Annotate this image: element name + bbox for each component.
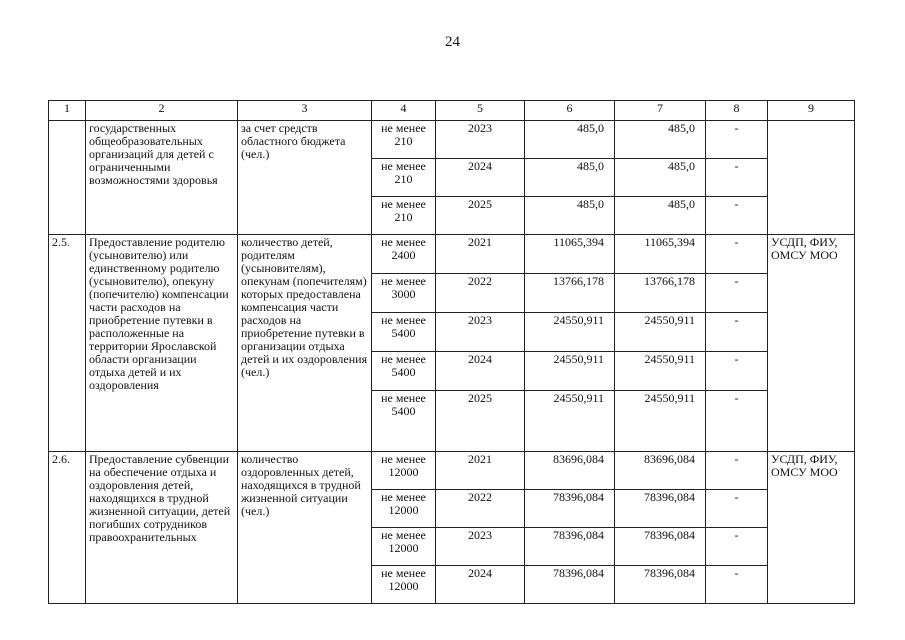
- header-cell: 2: [86, 101, 238, 121]
- year-cell: 2024: [436, 159, 525, 197]
- amount-other: -: [706, 452, 768, 490]
- target-value: не менее 12000: [372, 490, 436, 528]
- table-row: [49, 452, 855, 490]
- header-cell: 6: [525, 101, 615, 121]
- header-cell: 4: [372, 101, 436, 121]
- amount-total: 11065,394: [525, 235, 615, 274]
- year-cell: 2023: [436, 121, 525, 159]
- amount-total: 485,0: [525, 121, 615, 159]
- amount-total: 24550,911: [525, 313, 615, 352]
- amount-other: -: [706, 490, 768, 528]
- item-number: 2.6.: [49, 452, 86, 604]
- year-cell: 2024: [436, 352, 525, 391]
- header-cell: 5: [436, 101, 525, 121]
- amount-other: -: [706, 159, 768, 197]
- amount-other: -: [706, 352, 768, 391]
- indicator-name: количество детей, родителям (усыновителям), опекунам (попечителям) которых предоставлена компенсация части расходов на приобретение путевки в организации отдыха детей и их оздоровления (чел.): [238, 235, 372, 452]
- target-value: не менее 210: [372, 121, 436, 159]
- header-cell: 9: [768, 101, 855, 121]
- amount-other: -: [706, 121, 768, 159]
- table-row: [49, 121, 855, 159]
- target-value: не менее 210: [372, 197, 436, 235]
- year-cell: 2022: [436, 490, 525, 528]
- amount-total: 24550,911: [525, 391, 615, 452]
- amount-total: 485,0: [525, 197, 615, 235]
- amount-regional: 78396,084: [615, 490, 706, 528]
- year-cell: 2025: [436, 197, 525, 235]
- amount-regional: 24550,911: [615, 352, 706, 391]
- target-value: не менее 210: [372, 159, 436, 197]
- page-number: 24: [445, 34, 460, 50]
- amount-other: -: [706, 528, 768, 566]
- executor-cell: [768, 121, 855, 235]
- target-value: не менее 5400: [372, 352, 436, 391]
- amount-regional: 13766,178: [615, 274, 706, 313]
- target-value: не менее 5400: [372, 391, 436, 452]
- header-row: [49, 101, 855, 121]
- year-cell: 2023: [436, 313, 525, 352]
- amount-regional: 485,0: [615, 121, 706, 159]
- amount-total: 83696,084: [525, 452, 615, 490]
- year-cell: 2021: [436, 452, 525, 490]
- measure-name: Предоставление субвенции на обеспечение отдыха и оздоровления детей, находящихся в трудной жизненной ситуации, детей погибших сотрудников правоохранительных: [86, 452, 238, 604]
- target-value: не менее 12000: [372, 566, 436, 604]
- item-number: 2.5.: [49, 235, 86, 452]
- amount-regional: 78396,084: [615, 566, 706, 604]
- measure-name: государственных общеобразовательных организаций для детей с ограниченными возможностями здоровья: [86, 121, 238, 235]
- target-value: не менее 3000: [372, 274, 436, 313]
- header-cell: 1: [49, 101, 86, 121]
- amount-other: -: [706, 235, 768, 274]
- amount-other: -: [706, 313, 768, 352]
- item-number: [49, 121, 86, 235]
- executor-cell: УСДП, ФИУ, ОМСУ МОО: [768, 235, 855, 452]
- amount-regional: 83696,084: [615, 452, 706, 490]
- year-cell: 2022: [436, 274, 525, 313]
- table-row: [49, 235, 855, 274]
- amount-total: 24550,911: [525, 352, 615, 391]
- year-cell: 2025: [436, 391, 525, 452]
- amount-other: -: [706, 391, 768, 452]
- indicator-name: за счет средств областного бюджета (чел.): [238, 121, 372, 235]
- header-cell: 3: [238, 101, 372, 121]
- amount-other: -: [706, 274, 768, 313]
- amount-total: 78396,084: [525, 566, 615, 604]
- amount-other: -: [706, 197, 768, 235]
- amount-total: 485,0: [525, 159, 615, 197]
- amount-regional: 11065,394: [615, 235, 706, 274]
- executor-cell: УСДП, ФИУ, ОМСУ МОО: [768, 452, 855, 604]
- indicator-name: количество оздоровленных детей, находящихся в трудной жизненной ситуации (чел.): [238, 452, 372, 604]
- target-value: не менее 12000: [372, 452, 436, 490]
- measure-name: Предоставление родителю (усыновителю) или единственному родителю (усыновителю), опекуну (попечителю) компенсации части расходов на приобретение путевки в расположенные на территории Ярославской области организации отдыха детей и их оздоровления: [86, 235, 238, 452]
- amount-total: 13766,178: [525, 274, 615, 313]
- amount-other: -: [706, 566, 768, 604]
- amount-regional: 24550,911: [615, 391, 706, 452]
- amount-regional: 78396,084: [615, 528, 706, 566]
- amount-regional: 485,0: [615, 197, 706, 235]
- measures-table: [48, 100, 855, 604]
- amount-regional: 485,0: [615, 159, 706, 197]
- amount-regional: 24550,911: [615, 313, 706, 352]
- year-cell: 2021: [436, 235, 525, 274]
- header-cell: 7: [615, 101, 706, 121]
- target-value: не менее 2400: [372, 235, 436, 274]
- amount-total: 78396,084: [525, 490, 615, 528]
- target-value: не менее 5400: [372, 313, 436, 352]
- header-cell: 8: [706, 101, 768, 121]
- year-cell: 2023: [436, 528, 525, 566]
- year-cell: 2024: [436, 566, 525, 604]
- target-value: не менее 12000: [372, 528, 436, 566]
- amount-total: 78396,084: [525, 528, 615, 566]
